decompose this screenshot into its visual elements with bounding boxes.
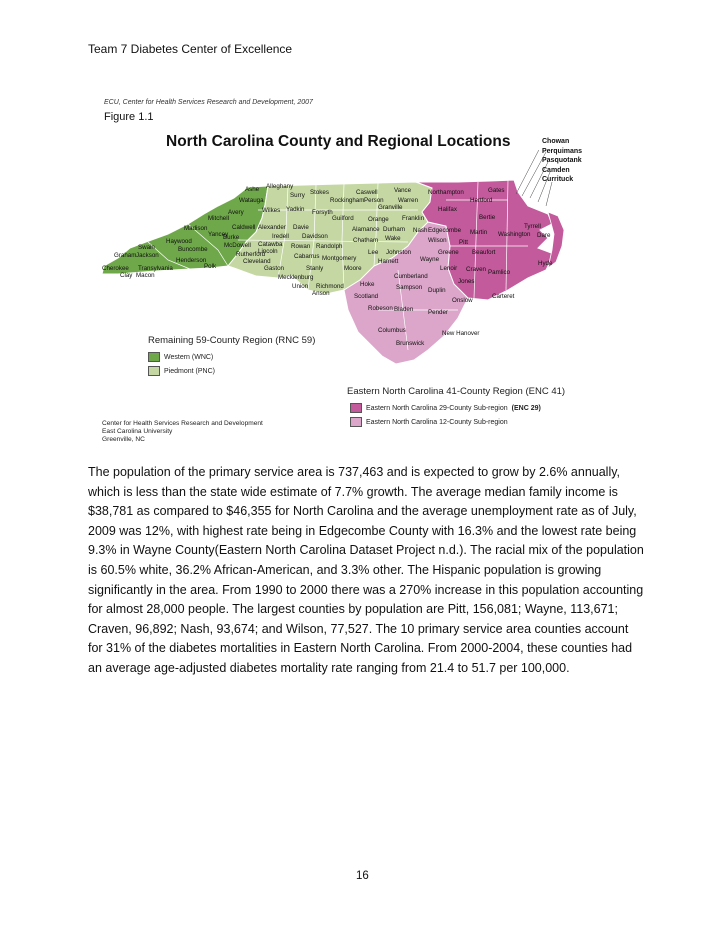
legend-swatch-piedmont	[148, 366, 160, 376]
county-label: Henderson	[176, 257, 207, 264]
callout-county: Chowan	[542, 138, 570, 145]
county-label: Martin	[470, 229, 488, 236]
legend-swatch-enc12	[350, 417, 362, 427]
county-label: Rowan	[291, 243, 311, 250]
county-label: Alamance	[352, 226, 380, 233]
county-label: Iredell	[272, 233, 289, 240]
county-label: Randolph	[316, 243, 343, 250]
county-label: Stanly	[306, 265, 324, 272]
county-label: Harnett	[378, 258, 399, 265]
county-label: Forsyth	[312, 209, 333, 216]
county-label: Wilson	[428, 237, 447, 244]
county-label: Scotland	[354, 293, 379, 300]
county-label: Surry	[290, 192, 305, 199]
county-label: Washington	[498, 231, 531, 238]
figure-source	[102, 420, 263, 444]
county-label: Wilkes	[262, 207, 281, 214]
county-label: Stokes	[310, 189, 329, 196]
county-label: Lenoir	[440, 265, 458, 272]
county-label: Cleveland	[243, 258, 271, 265]
county-label: Rockingham	[330, 197, 365, 204]
county-label: Rutherford	[236, 251, 266, 258]
callout-county: Pasquotank	[542, 157, 582, 165]
legend-rnc-title: Remaining 59-County Region (RNC 59)	[148, 335, 316, 346]
county-label: Granville	[378, 204, 403, 211]
county-label: Avery	[228, 209, 244, 216]
county-label: Gates	[488, 187, 505, 194]
county-label: Caswell	[356, 189, 378, 196]
county-label: Lee	[368, 249, 379, 256]
county-label: Cabarrus	[294, 253, 320, 260]
county-label: Moore	[344, 265, 362, 272]
legend-label-piedmont: Piedmont (PNC)	[164, 367, 215, 375]
county-label: Carteret	[492, 293, 515, 300]
legend-label-enc12: Eastern North Carolina 12-County Sub-region	[366, 418, 508, 426]
county-label: Jones	[458, 278, 475, 285]
county-label: Richmond	[316, 283, 344, 290]
county-label: Columbus	[378, 327, 406, 334]
county-label: Orange	[368, 216, 389, 223]
legend-swatch-enc29	[350, 403, 362, 413]
county-label: Onslow	[452, 297, 473, 304]
county-label: Cumberland	[394, 273, 428, 280]
legend-label-western: Western (WNC)	[164, 353, 214, 361]
county-label: Mitchell	[208, 215, 229, 222]
county-label: Gaston	[264, 265, 284, 272]
county-label: Sampson	[396, 284, 423, 291]
county-label: Alexander	[258, 224, 286, 231]
county-label: Union	[292, 283, 309, 290]
county-label: Pamlico	[488, 269, 511, 276]
county-label: Halifax	[438, 206, 457, 213]
county-label: New Hanover	[442, 330, 480, 337]
figure-label: Figure 1.1	[104, 111, 154, 123]
county-label: Lincoln	[258, 248, 278, 255]
county-label: Davie	[293, 224, 309, 231]
county-label: Hertford	[470, 197, 493, 204]
legend-item-enc29	[350, 403, 541, 413]
county-label: Franklin	[402, 215, 425, 222]
county-label: Craven	[466, 266, 486, 273]
body-paragraph	[88, 463, 644, 679]
county-label: Chatham	[353, 237, 379, 244]
legend-item-western	[148, 352, 213, 362]
county-label: Cherokee	[102, 265, 129, 272]
callout-county: Currituck	[542, 176, 574, 184]
county-label: Wayne	[420, 256, 440, 263]
county-label: Tyrrell	[524, 223, 541, 230]
legend-item-piedmont	[148, 366, 215, 376]
county-label: Macon	[136, 272, 155, 279]
legend-swatch-western	[148, 352, 160, 362]
body-text: The population of the primary service area is 737,463 and is expected to grow by 2.6% annually, which is less than the state wide estimate of 7.7% growth. The average median family income is $38,781 as compared to $46,355 for North Carolina and the average unemployment rate as of July, 2009 was 12%, with highest rate being in Edgecombe County with 16.3% and the lowest rate being 9.3% in Wayne County(Eastern North Carolina Dataset Project n.d.). The racial mix of the population is 60.5% white, 36.2% African-American, and 3.3% other. The Hispanic population is growing significantly in the area. From 1990 to 2000 there was a 270% increase in this population accounting for almost 28,000 people. The largest counties by population are Pitt, 156,081; Wayne, 113,671; Craven, 96,892; Nash, 93,674; and Wilson, 77,527. The 10 primary service area counties account for 31% of the diabetes mortalities in Eastern North Carolina. From 2000-2004, these counties had an average age-adjusted diabetes mortality rate ranging from 21.4 to 51.7 per 100,000.	[88, 465, 644, 675]
county-label: Montgomery	[322, 255, 357, 262]
county-label: Robeson	[368, 305, 393, 312]
county-label: Brunswick	[396, 340, 425, 347]
county-label: Vance	[394, 187, 412, 194]
county-label: Swain	[138, 244, 155, 251]
county-label: McDowell	[224, 242, 251, 249]
county-label: Nash	[413, 227, 428, 234]
county-label: Yadkin	[286, 206, 305, 213]
county-label: Clay	[120, 272, 133, 279]
county-label: Bertie	[479, 214, 496, 221]
county-label: Haywood	[166, 238, 192, 245]
county-label: Pitt	[459, 239, 468, 246]
county-label: Anson	[312, 290, 330, 297]
county-label: Davidson	[302, 233, 328, 240]
county-label: Duplin	[428, 287, 446, 294]
figure-credit: ECU, Center for Health Services Research and Development, 2007	[104, 99, 313, 106]
county-label: Guilford	[332, 215, 354, 222]
legend-enc-title: Eastern North Carolina 41-County Region (ENC 41)	[347, 386, 566, 397]
county-label: Graham	[114, 252, 137, 259]
county-label: Edgecombe	[428, 227, 462, 234]
county-label: Polk	[204, 263, 217, 270]
county-label: Yancey	[208, 231, 229, 238]
county-label: Madison	[184, 225, 208, 232]
callout-county: Perquimans	[542, 147, 583, 155]
county-label: Ashe	[245, 186, 260, 193]
county-label: Beaufort	[472, 249, 496, 256]
county-label: Durham	[383, 226, 406, 233]
county-label: Wake	[385, 235, 401, 242]
county-label: Dare	[537, 232, 551, 239]
legend-label-enc29: Eastern North Carolina 29-County Sub-region	[366, 404, 508, 412]
county-label: Burke	[223, 234, 240, 241]
county-label: Watauga	[239, 197, 264, 204]
county-label: Bladen	[394, 306, 414, 313]
legend-item-enc12	[350, 417, 508, 427]
legend-tag-enc29: (ENC 29)	[511, 404, 541, 412]
county-label: Transylvania	[138, 265, 173, 272]
source-line: Greenville, NC	[102, 436, 145, 443]
county-label: Alleghany	[266, 183, 294, 190]
county-label: Caldwell	[232, 224, 256, 231]
county-label: Catawba	[258, 241, 283, 248]
callout-county: Camden	[542, 166, 570, 174]
county-label: Hoke	[360, 281, 375, 288]
county-label: Buncombe	[178, 246, 208, 253]
county-label: Mecklenburg	[278, 274, 314, 281]
source-line: Center for Health Services Research and Development	[102, 420, 263, 427]
page-number: 16	[356, 870, 369, 882]
county-label: Jackson	[136, 252, 159, 259]
map-title: North Carolina County and Regional Locations	[166, 133, 511, 150]
county-label: Pender	[428, 309, 448, 316]
county-label: Greene	[438, 249, 459, 256]
source-line: East Carolina University	[102, 428, 173, 435]
county-label: Hyde	[538, 260, 553, 267]
county-label: Warren	[398, 197, 419, 204]
document-header: Team 7 Diabetes Center of Excellence	[88, 42, 293, 56]
county-label: Northampton	[428, 189, 464, 196]
county-label: Person	[364, 197, 384, 204]
county-label: Johnston	[386, 249, 412, 256]
